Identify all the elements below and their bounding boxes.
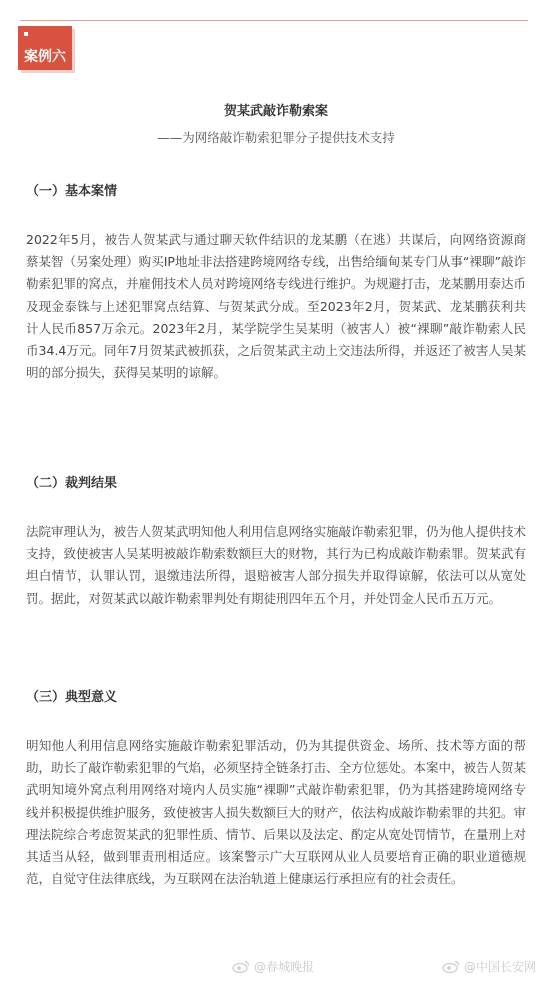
watermark-text: @春城晚报 [254, 960, 315, 974]
document-subtitle: ——为网络敲诈勒索犯罪分子提供技术支持 [157, 130, 395, 145]
document-title: 贺某武敲诈勒索案 [223, 104, 328, 119]
watermark-text: @中国长安网 [464, 960, 537, 974]
section-heading-significance: （三）典型意义 [26, 690, 118, 705]
section-heading-basic-facts: （一）基本案情 [26, 184, 118, 199]
section-text-judgment: 法院审理认为，被告人贺某武明知他人利用信息网络实施敲诈勒索犯罪，仍为他人提供技术支持，致使被害人吴某明被敲诈勒索数额巨大的财物，其行为已构成敲诈勒索罪。贺某武有坦白情节，认罪认罚，退缴违法所得，退赔被害人部分损失并取得谅解，依法可以从宽处罚。据此，对贺某武以敲诈勒索罪判处有期徒刑四年五个月，并处罚金人民币五万元。 [26, 524, 527, 606]
section-heading-judgment: （二）裁判结果 [26, 476, 118, 491]
weibo-icon [232, 960, 250, 973]
badge-dot-decoration [24, 32, 28, 36]
case-badge [18, 26, 72, 70]
case-badge-label: 案例六 [24, 49, 66, 65]
section-text-basic-facts: 2022年5月，被告人贺某武与通过聊天软件结识的龙某鹏（在逃）共谋后，向网络资源商蔡某智（另案处理）购买IP地址非法搭建跨境网络专线，出售给缅甸某专门从事“裸聊”敲诈勒索犯罪的窝点，并雇佣技术人员对跨境网络专线进行维护。为规避打击，龙某鹏用泰达币及现金泰铢与上述犯罪窝点结算、与贺某武分成。至2023年2月，贺某武、龙某鹏获利共计人民币857万余元。2023年2月，某学院学生吴某明（被害人）被“裸聊”敲诈勒索人民币34.4万元。同年7月贺某武被抓获，之后贺某武主动上交违法所得，并返还了被害人吴某明的部分损失，获得吴某明的谅解。 [26, 232, 527, 381]
watermark-changan [442, 958, 536, 975]
top-divider [20, 20, 528, 21]
weibo-icon [442, 960, 460, 973]
section-text-significance: 明知他人利用信息网络实施敲诈勒索犯罪活动，仍为其提供资金、场所、技术等方面的帮助，助长了敲诈勒索犯罪的气焰，必须坚持全链条打击、全方位惩处。本案中，被告人贺某武明知境外窝点利用网络对境内人员实施“裸聊”式敲诈勒索犯罪，仍为其搭建跨境网络专线并积极提供维护服务，致使被害人损失数额巨大的财产，依法构成敲诈勒索罪的共犯。审理法院综合考虑贺某武的犯罪性质、情节、后果以及法定、酌定从宽处罚情节，在量刑上对其适当从轻，做到罪责刑相适应。该案警示广大互联网从业人员要培育正确的职业道德规范，自觉守住法律底线，为互联网在法治轨道上健康运行承担应有的社会责任。 [26, 738, 527, 887]
watermark-chuncheng [232, 958, 314, 975]
